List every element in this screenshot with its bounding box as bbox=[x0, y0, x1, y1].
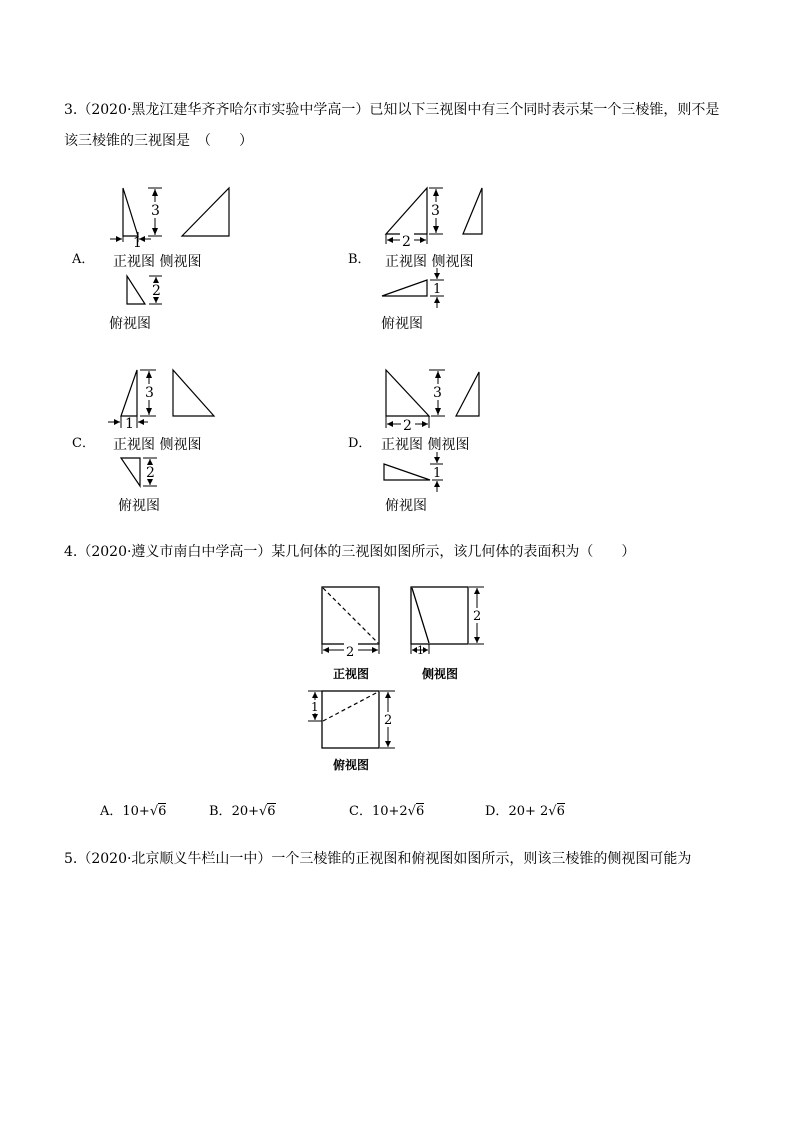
answer-radicand: 6 bbox=[415, 804, 425, 819]
answer-radicand: 6 bbox=[158, 804, 167, 819]
q3-option-d-label[interactable]: D． bbox=[348, 436, 372, 451]
d-front-side-caption: 正视图 侧视图 bbox=[381, 437, 470, 453]
a-top-view bbox=[127, 276, 145, 304]
q3-option-b-label[interactable]: B． bbox=[348, 252, 371, 267]
q4-top-view bbox=[322, 691, 379, 748]
q4-side-view bbox=[411, 587, 468, 644]
a-front-side-caption: 正视图 侧视图 bbox=[113, 254, 202, 270]
d-top-caption: 俯视图 bbox=[385, 498, 427, 514]
a-front-view bbox=[123, 188, 138, 236]
b-side-view bbox=[463, 188, 482, 234]
d-front-view bbox=[386, 370, 429, 416]
q4-top-right-label: 2 bbox=[384, 713, 393, 728]
c-depth-label: 2 bbox=[146, 465, 155, 481]
q4-answer-d[interactable] bbox=[485, 800, 565, 819]
b-front-side-caption: 正视图 侧视图 bbox=[385, 254, 474, 270]
sqrt-symbol-icon: √ bbox=[259, 804, 268, 819]
q4-top-left-label: 1 bbox=[311, 700, 319, 714]
q3-option-c-label[interactable]: C． bbox=[72, 436, 95, 451]
answer-label: A． bbox=[100, 804, 123, 819]
c-top-view bbox=[121, 458, 140, 486]
q4-side-caption: 侧视图 bbox=[422, 667, 459, 681]
q4-answer-c[interactable] bbox=[349, 800, 424, 819]
sqrt-symbol-icon: √ bbox=[149, 804, 159, 819]
q3-option-a-label[interactable]: A． bbox=[72, 252, 95, 267]
q4-answer-a[interactable] bbox=[100, 800, 166, 819]
q3-stem-line1: 3.（2020·黑龙江建华齐齐哈尔市实验中学高一）已知以下三视图中有三个同时表示某一个三棱锥，则不是 bbox=[64, 102, 720, 118]
answer-prefix: 20+ bbox=[231, 804, 259, 819]
d-top-view bbox=[384, 464, 430, 480]
sqrt-symbol-icon: √ bbox=[407, 804, 416, 819]
answer-coef: 2 bbox=[399, 804, 408, 819]
c-top-caption: 俯视图 bbox=[118, 498, 160, 514]
answer-radicand: 6 bbox=[267, 804, 276, 819]
c-front-side-caption: 正视图 侧视图 bbox=[113, 437, 202, 453]
answer-prefix: 10+ bbox=[122, 804, 150, 819]
q4-front-caption: 正视图 bbox=[333, 667, 370, 681]
answer-prefix: 10+ bbox=[371, 804, 400, 819]
q4-answer-b[interactable] bbox=[209, 800, 276, 819]
answer-radicand: 6 bbox=[556, 804, 565, 819]
q4-top-caption: 俯视图 bbox=[333, 758, 370, 772]
a-top-caption: 俯视图 bbox=[109, 316, 151, 332]
a-height-label: 3 bbox=[151, 203, 160, 219]
answer-label: C． bbox=[349, 804, 372, 819]
d-width-label: 2 bbox=[403, 418, 412, 434]
c-height-label: 3 bbox=[145, 385, 154, 401]
sqrt-symbol-icon: √ bbox=[548, 804, 557, 819]
answer-prefix: 20+ bbox=[508, 804, 541, 819]
answer-coef: 2 bbox=[540, 804, 549, 819]
b-top-caption: 俯视图 bbox=[381, 316, 423, 332]
c-side-view bbox=[173, 370, 214, 416]
d-height-label: 3 bbox=[433, 385, 442, 401]
c-front-view bbox=[121, 370, 137, 416]
answer-label: B． bbox=[209, 804, 232, 819]
a-width-label: 1 bbox=[133, 235, 142, 251]
q4-front-width-label: 2 bbox=[346, 645, 355, 660]
q4-side-height-label: 2 bbox=[473, 609, 482, 624]
b-width-label: 2 bbox=[402, 234, 411, 250]
b-depth-label: 1 bbox=[433, 282, 442, 297]
d-side-view bbox=[456, 372, 479, 416]
a-side-view bbox=[182, 188, 229, 236]
q5-stem: 5.（2020·北京顺义牛栏山一中）一个三棱锥的正视图和俯视图如图所示，则该三棱锥的侧视图可能为 bbox=[64, 851, 692, 867]
b-height-label: 3 bbox=[431, 203, 440, 219]
d-depth-label: 1 bbox=[433, 466, 442, 481]
q4-side-bottom-label: 1 bbox=[417, 644, 424, 657]
b-front-view bbox=[386, 188, 427, 234]
c-width-label: 1 bbox=[125, 416, 134, 432]
answer-label: D． bbox=[485, 804, 509, 819]
a-depth-label: 2 bbox=[152, 283, 161, 299]
q4-stem: 4.（2020·遵义市南白中学高一）某几何体的三视图如图所示，该几何体的表面积为（ ） bbox=[64, 544, 636, 560]
b-top-view bbox=[382, 280, 427, 296]
q3-stem-line2: 该三棱锥的三视图是 （ ） bbox=[64, 133, 253, 149]
